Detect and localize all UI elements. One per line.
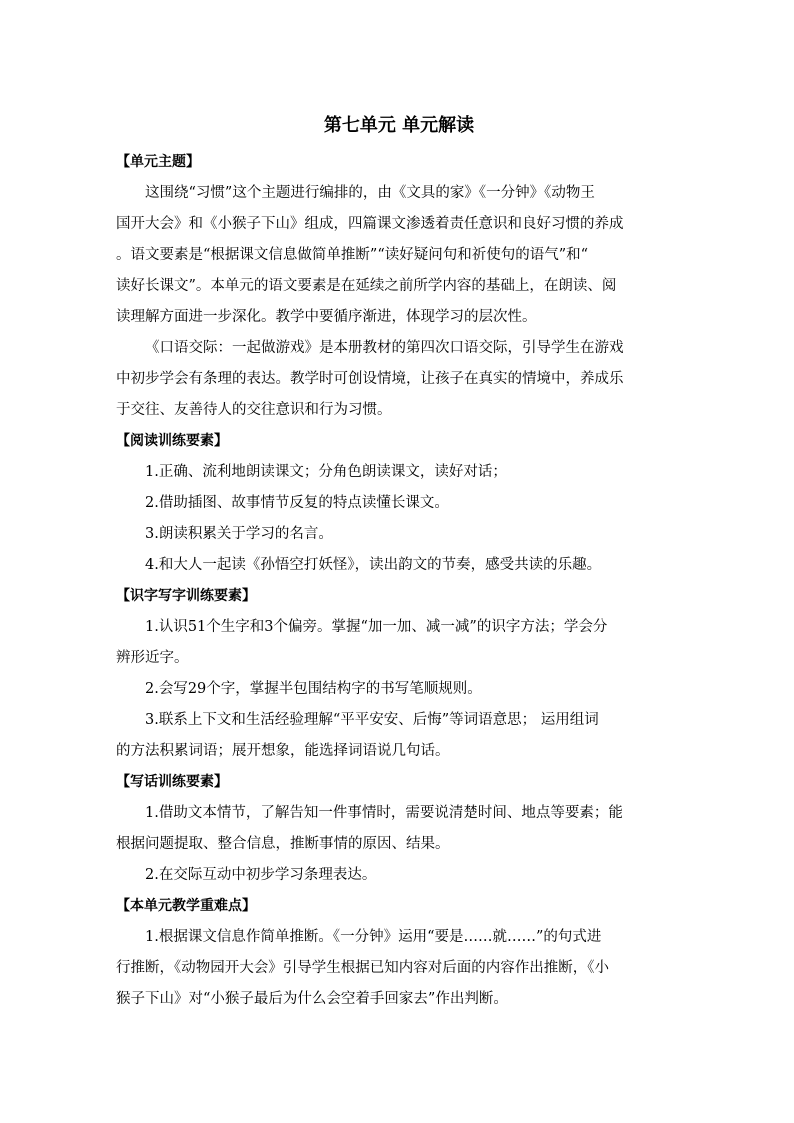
text-line: 。语文要素是“根据课文信息做简单推断”“读好疑问句和祈使句的语气”和“	[116, 247, 589, 263]
text-line: 1.借助文本情节，了解告知一件事情时，需要说清楚时间、地点等要素；能	[145, 805, 623, 821]
text-line: 4.和大人一起读《孙悟空打妖怪》，读出韵文的节奏，感受共读的乐趣。	[145, 557, 602, 573]
section-heading: 【阅读训练要素】	[116, 433, 228, 449]
text-line: 3.朗读积累关于学习的名言。	[145, 526, 333, 542]
paragraph	[116, 488, 682, 519]
text-line: 行推断，《动物园开大会》引导学生根据已知内容对后面的内容作出推断，《小	[116, 960, 609, 976]
text-line: 3.联系上下文和生活经验理解“平平安安、后悔”等词语意思； 运用组词	[145, 712, 599, 728]
paragraph	[116, 860, 682, 891]
text-line: 1.正确、流利地朗读课文；分角色朗读课文，读好对话；	[145, 464, 507, 480]
paragraph	[116, 798, 682, 860]
text-line: 辨形近字。	[116, 650, 189, 666]
text-line: 中初步学会有条理的表达。教学时可创设情境，让孩子在真实的情境中，养成乐	[116, 371, 624, 387]
text-line: 根据问题提取、整合信息，推断事情的原因、结果。	[116, 836, 450, 852]
text-line: 国开大会》和《小猴子下山》组成，四篇课文渗透着责任意识和良好习惯的养成	[116, 216, 624, 232]
text-line: 读好长课文”。本单元的语文要素是在延续之前所学内容的基础上，在朗读、阅	[116, 278, 617, 294]
text-line: 《口语交际：一起做游戏》是本册教材的第四次口语交际，引导学生在游戏	[145, 340, 624, 356]
text-line: 于交往、友善待人的交往意识和行为习惯。	[116, 402, 392, 418]
text-line: 的方法积累词语；展开想象，能选择词语说几句话。	[116, 743, 450, 759]
text-line: 这围绕“习惯”这个主题进行编排的，由《文具的家》《一分钟》《动物王	[145, 185, 595, 201]
paragraph	[116, 519, 682, 550]
text-line: 2.会写29个字，掌握半包围结构字的书写笔顺规则。	[145, 681, 482, 697]
section-heading: 【单元主题】	[116, 154, 200, 170]
page-title: 第七单元 单元解读	[323, 115, 475, 136]
paragraph	[116, 550, 682, 581]
paragraph	[116, 922, 682, 1015]
text-line: 1.认识51个生字和3个偏旁。掌握“加一加、减一减”的识字方法；学会分	[145, 619, 608, 635]
section-heading: 【识字写字训练要素】	[116, 588, 256, 604]
text-line: 猴子下山》对“小猴子最后为什么会空着手回家去”作出判断。	[116, 991, 508, 1007]
text-line: 2.在交际互动中初步学习条理表达。	[145, 867, 377, 883]
text-line: 2.借助插图、故事情节反复的特点读懂长课文。	[145, 495, 449, 511]
paragraph	[116, 674, 682, 705]
paragraph	[116, 705, 682, 767]
text-line: 1.根据课文信息作简单推断。《一分钟》运用“要是……就……”的句式进	[145, 929, 602, 945]
text-line: 读理解方面进一步深化。教学中要循序渐进，体现学习的层次性。	[116, 309, 537, 325]
paragraph	[116, 457, 682, 488]
paragraph	[116, 178, 682, 333]
section-heading: 【本单元教学重难点】	[116, 898, 256, 914]
document-body	[116, 147, 682, 1015]
paragraph	[116, 612, 682, 674]
paragraph	[116, 333, 682, 426]
section-heading: 【写话训练要素】	[116, 774, 228, 790]
